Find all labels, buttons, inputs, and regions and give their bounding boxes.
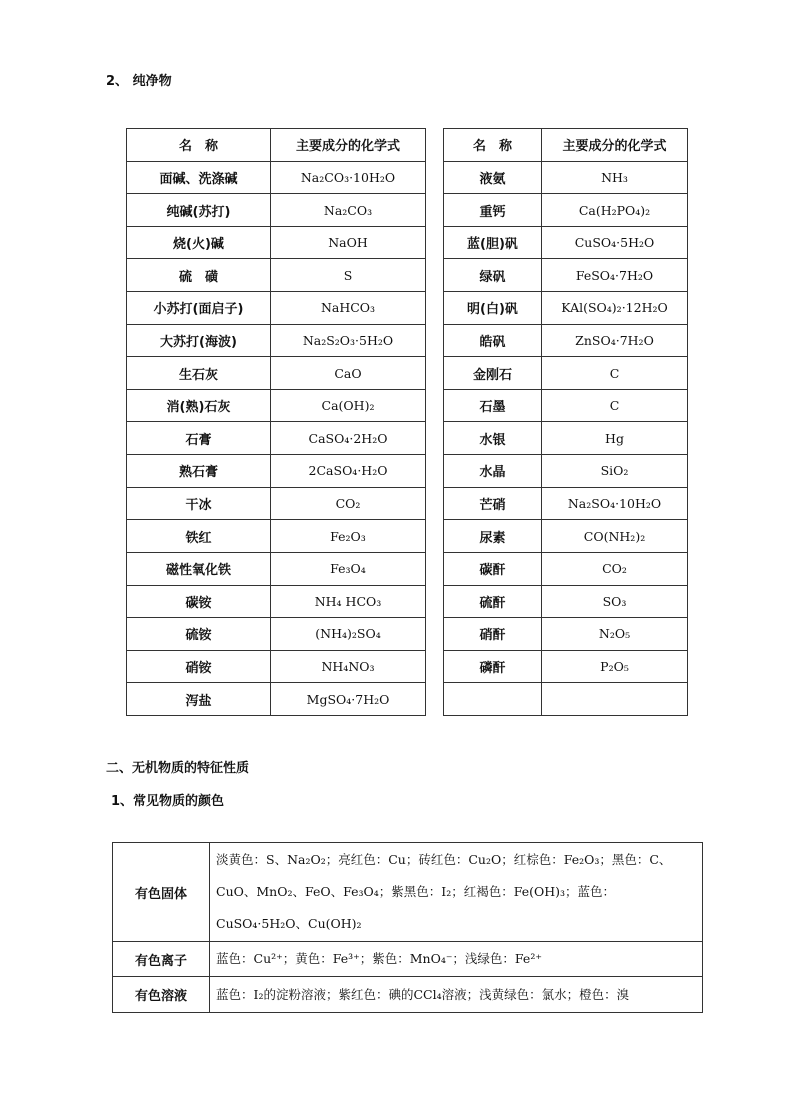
column-gap — [426, 292, 444, 325]
compound-formula-left: (NH₄)₂SO₄ — [271, 618, 426, 651]
compound-name-right — [444, 683, 542, 716]
table-row — [127, 618, 688, 651]
colored-ions-description: 蓝色：Cu²⁺；黄色：Fe³⁺；紫色：MnO₄⁻；浅绿色：Fe²⁺ — [210, 942, 703, 977]
compound-name-left: 熟石膏 — [127, 455, 271, 488]
compound-name-left: 面碱、洗涤碱 — [127, 161, 271, 194]
compound-formula-left: 2CaSO₄·H₂O — [271, 455, 426, 488]
compound-formula-left: CaSO₄·2H₂O — [271, 422, 426, 455]
table-row — [127, 520, 688, 553]
table-row — [127, 389, 688, 422]
compound-formula-right — [542, 683, 688, 716]
compound-formula-left: NH₄ HCO₃ — [271, 585, 426, 618]
table-row — [127, 585, 688, 618]
compound-name-left: 小苏打(面启子) — [127, 292, 271, 325]
column-gap — [426, 520, 444, 553]
compound-name-right: 水晶 — [444, 455, 542, 488]
compound-formula-left: Ca(OH)₂ — [271, 389, 426, 422]
table-row — [127, 487, 688, 520]
column-gap — [426, 487, 444, 520]
compound-formula-right: P₂O₅ — [542, 650, 688, 683]
column-gap — [426, 389, 444, 422]
compound-name-right: 磷酐 — [444, 650, 542, 683]
compound-formula-right: FeSO₄·7H₂O — [542, 259, 688, 292]
category-colored-solutions: 有色溶液 — [113, 977, 210, 1013]
column-gap — [426, 683, 444, 716]
compound-name-left: 硫 磺 — [127, 259, 271, 292]
compound-name-left: 消(熟)石灰 — [127, 389, 271, 422]
compound-formula-left: Na₂CO₃·10H₂O — [271, 161, 426, 194]
compound-formula-left: CO₂ — [271, 487, 426, 520]
column-gap — [426, 161, 444, 194]
category-colored-ions: 有色离子 — [113, 942, 210, 977]
table-row — [127, 455, 688, 488]
compound-name-left: 硝铵 — [127, 650, 271, 683]
header-name-right: 名 称 — [444, 129, 542, 162]
compound-formula-right: CO₂ — [542, 552, 688, 585]
pure-substances-table — [126, 128, 688, 716]
table-row — [127, 226, 688, 259]
header-formula-right: 主要成分的化学式 — [542, 129, 688, 162]
table-row — [127, 161, 688, 194]
compound-name-left: 铁红 — [127, 520, 271, 553]
compound-formula-left: Fe₂O₃ — [271, 520, 426, 553]
compound-name-left: 磁性氧化铁 — [127, 552, 271, 585]
table-row — [127, 292, 688, 325]
compound-formula-right: Hg — [542, 422, 688, 455]
compound-name-right: 液氨 — [444, 161, 542, 194]
table-row — [127, 650, 688, 683]
compound-formula-left: Na₂S₂O₃·5H₂O — [271, 324, 426, 357]
compound-name-right: 尿素 — [444, 520, 542, 553]
compound-name-right: 明(白)矾 — [444, 292, 542, 325]
table-row — [127, 259, 688, 292]
compound-formula-left: NH₄NO₃ — [271, 650, 426, 683]
compound-formula-right: CuSO₄·5H₂O — [542, 226, 688, 259]
compound-formula-left: NaOH — [271, 226, 426, 259]
compound-name-right: 皓矾 — [444, 324, 542, 357]
compound-name-right: 硫酐 — [444, 585, 542, 618]
compound-name-right: 石墨 — [444, 389, 542, 422]
compound-name-right: 碳酐 — [444, 552, 542, 585]
compound-formula-right: CO(NH₂)₂ — [542, 520, 688, 553]
compound-formula-left: NaHCO₃ — [271, 292, 426, 325]
compound-name-right: 蓝(胆)矾 — [444, 226, 542, 259]
compound-name-right: 硝酐 — [444, 618, 542, 651]
compound-formula-left: Na₂CO₃ — [271, 194, 426, 227]
compound-formula-right: SiO₂ — [542, 455, 688, 488]
column-gap — [426, 226, 444, 259]
substance-colors-table — [112, 842, 703, 1013]
compound-formula-right: ZnSO₄·7H₂O — [542, 324, 688, 357]
column-gap — [426, 455, 444, 488]
compound-name-right: 金刚石 — [444, 357, 542, 390]
column-gap — [426, 129, 444, 162]
compound-formula-left: Fe₃O₄ — [271, 552, 426, 585]
compound-name-left: 生石灰 — [127, 357, 271, 390]
compound-formula-right: SO₃ — [542, 585, 688, 618]
compound-formula-right: C — [542, 357, 688, 390]
column-gap — [426, 324, 444, 357]
compound-formula-left: MgSO₄·7H₂O — [271, 683, 426, 716]
compound-name-right: 重钙 — [444, 194, 542, 227]
compound-formula-right: N₂O₅ — [542, 618, 688, 651]
header-name-left: 名 称 — [127, 129, 271, 162]
colored-solutions-description: 蓝色：I₂的淀粉溶液；紫红色：碘的CCl₄溶液；浅黄绿色：氯水；橙色：溴 — [210, 977, 703, 1013]
table-row — [127, 552, 688, 585]
compound-name-left: 干冰 — [127, 487, 271, 520]
column-gap — [426, 357, 444, 390]
column-gap — [426, 585, 444, 618]
compound-name-right: 水银 — [444, 422, 542, 455]
compound-name-right: 绿矾 — [444, 259, 542, 292]
table-row — [127, 422, 688, 455]
table-row — [113, 977, 703, 1013]
table-header-row — [127, 129, 688, 162]
compound-formula-right: KAl(SO₄)₂·12H₂O — [542, 292, 688, 325]
table-row — [127, 357, 688, 390]
compound-formula-left: S — [271, 259, 426, 292]
compound-name-left: 石膏 — [127, 422, 271, 455]
column-gap — [426, 650, 444, 683]
column-gap — [426, 194, 444, 227]
column-gap — [426, 422, 444, 455]
compound-formula-right: NH₃ — [542, 161, 688, 194]
column-gap — [426, 618, 444, 651]
column-gap — [426, 259, 444, 292]
compound-name-left: 大苏打(海波) — [127, 324, 271, 357]
table-row — [127, 683, 688, 716]
table-row — [127, 194, 688, 227]
table-row — [113, 942, 703, 977]
table-row — [127, 324, 688, 357]
compound-formula-right: C — [542, 389, 688, 422]
compound-name-left: 纯碱(苏打) — [127, 194, 271, 227]
compound-formula-right: Ca(H₂PO₄)₂ — [542, 194, 688, 227]
compound-name-left: 碳铵 — [127, 585, 271, 618]
compound-formula-right: Na₂SO₄·10H₂O — [542, 487, 688, 520]
category-colored-solids: 有色固体 — [113, 843, 210, 942]
column-gap — [426, 552, 444, 585]
compound-name-left: 硫铵 — [127, 618, 271, 651]
subsection-title-common-colors: 1、常见物质的颜色 — [111, 794, 225, 809]
header-formula-left: 主要成分的化学式 — [271, 129, 426, 162]
section-title-pure-substances: 2、 纯净物 — [106, 74, 172, 89]
compound-name-left: 烧(火)碱 — [127, 226, 271, 259]
table-row — [113, 843, 703, 942]
section-title-inorganic-properties: 二、无机物质的特征性质 — [106, 761, 250, 776]
compound-name-left: 泻盐 — [127, 683, 271, 716]
compound-name-right: 芒硝 — [444, 487, 542, 520]
compound-formula-left: CaO — [271, 357, 426, 390]
colored-solids-description: 淡黄色：S、Na₂O₂；亮红色：Cu；砖红色：Cu₂O；红棕色：Fe₂O₃；黑色：C、CuO、MnO₂、FeO、Fe₃O₄；紫黑色：I₂；红褐色：Fe(OH)₃；蓝色：CuSO₄·5H₂O、Cu(OH)₂ — [210, 843, 703, 942]
